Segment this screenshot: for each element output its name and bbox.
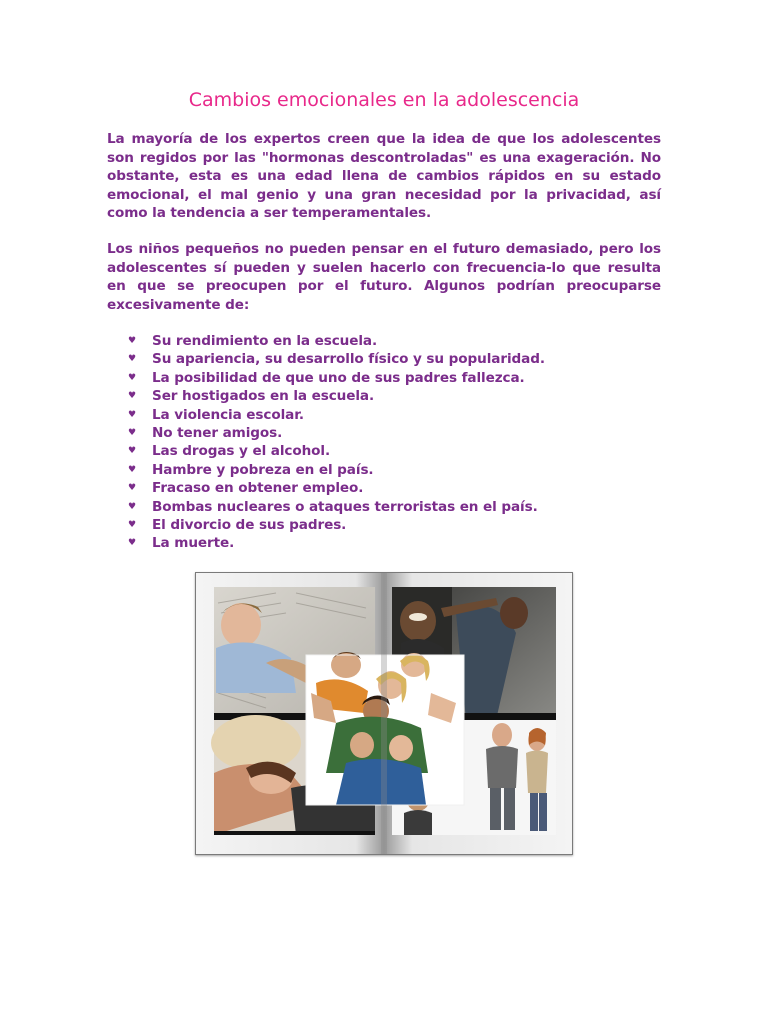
heart-icon: ♥ <box>128 538 136 549</box>
heart-icon: ♥ <box>128 354 136 365</box>
heart-icon: ♥ <box>128 409 136 420</box>
list-item-text: La muerte. <box>152 535 235 552</box>
photo-collage-illustration <box>196 573 572 854</box>
heart-icon: ♥ <box>128 427 136 438</box>
heart-icon: ♥ <box>128 372 136 383</box>
heart-icon: ♥ <box>128 519 136 530</box>
paragraph-worries: Los niños pequeños no pueden pensar en el futuro demasiado, pero los adolescentes sí pueden y suelen hacerlo con frecuencia-lo que resulta en que se preocupen por el futuro. Algunos podrían preocuparse excesivamente de: <box>107 241 661 313</box>
list-item <box>124 406 684 424</box>
heart-icon: ♥ <box>128 446 136 457</box>
list-item-text: No tener amigos. <box>152 424 283 441</box>
list-item-text: Hambre y pobreza en el país. <box>152 461 374 478</box>
list-item-text: La posibilidad de que uno de sus padres fallezca. <box>152 369 525 386</box>
list-item <box>124 498 684 516</box>
list-item-text: Bombas nucleares o ataques terroristas en el país. <box>152 498 538 515</box>
heart-icon: ♥ <box>128 391 136 402</box>
worries-list <box>124 332 684 553</box>
list-item-text: Fracaso en obtener empleo. <box>152 480 364 497</box>
heart-icon: ♥ <box>128 483 136 494</box>
list-item <box>124 442 684 460</box>
list-item <box>124 516 684 534</box>
paragraph-intro: La mayoría de los expertos creen que la idea de que los adolescentes son regidos por las "hormonas descontroladas" es una exageración. No obstante, esta es una edad llena de cambios rápidos en su estado emocional, el mal genio y una gran necesidad por la privacidad, así como la tendencia a ser temperamentales. <box>107 131 661 222</box>
list-item <box>124 534 684 552</box>
heart-icon: ♥ <box>128 336 136 346</box>
list-item <box>124 461 684 479</box>
list-item <box>124 479 684 497</box>
list-item-text: Su apariencia, su desarrollo físico y su popularidad. <box>152 351 545 368</box>
list-item-text: Su rendimiento en la escuela. <box>152 333 378 349</box>
list-item-text: El divorcio de sus padres. <box>152 516 347 533</box>
list-item <box>124 350 684 368</box>
list-item <box>124 332 684 350</box>
list-item <box>124 387 684 405</box>
list-item <box>124 369 684 387</box>
list-item-text: Ser hostigados en la escuela. <box>152 388 375 405</box>
list-item <box>124 424 684 442</box>
list-item-text: La violencia escolar. <box>152 406 304 423</box>
photo-collage <box>195 572 573 855</box>
heart-icon: ♥ <box>128 464 136 475</box>
heart-icon: ♥ <box>128 501 136 512</box>
list-item-text: Las drogas y el alcohol. <box>152 443 331 460</box>
page-title: Cambios emocionales en la adolescencia <box>188 89 580 111</box>
